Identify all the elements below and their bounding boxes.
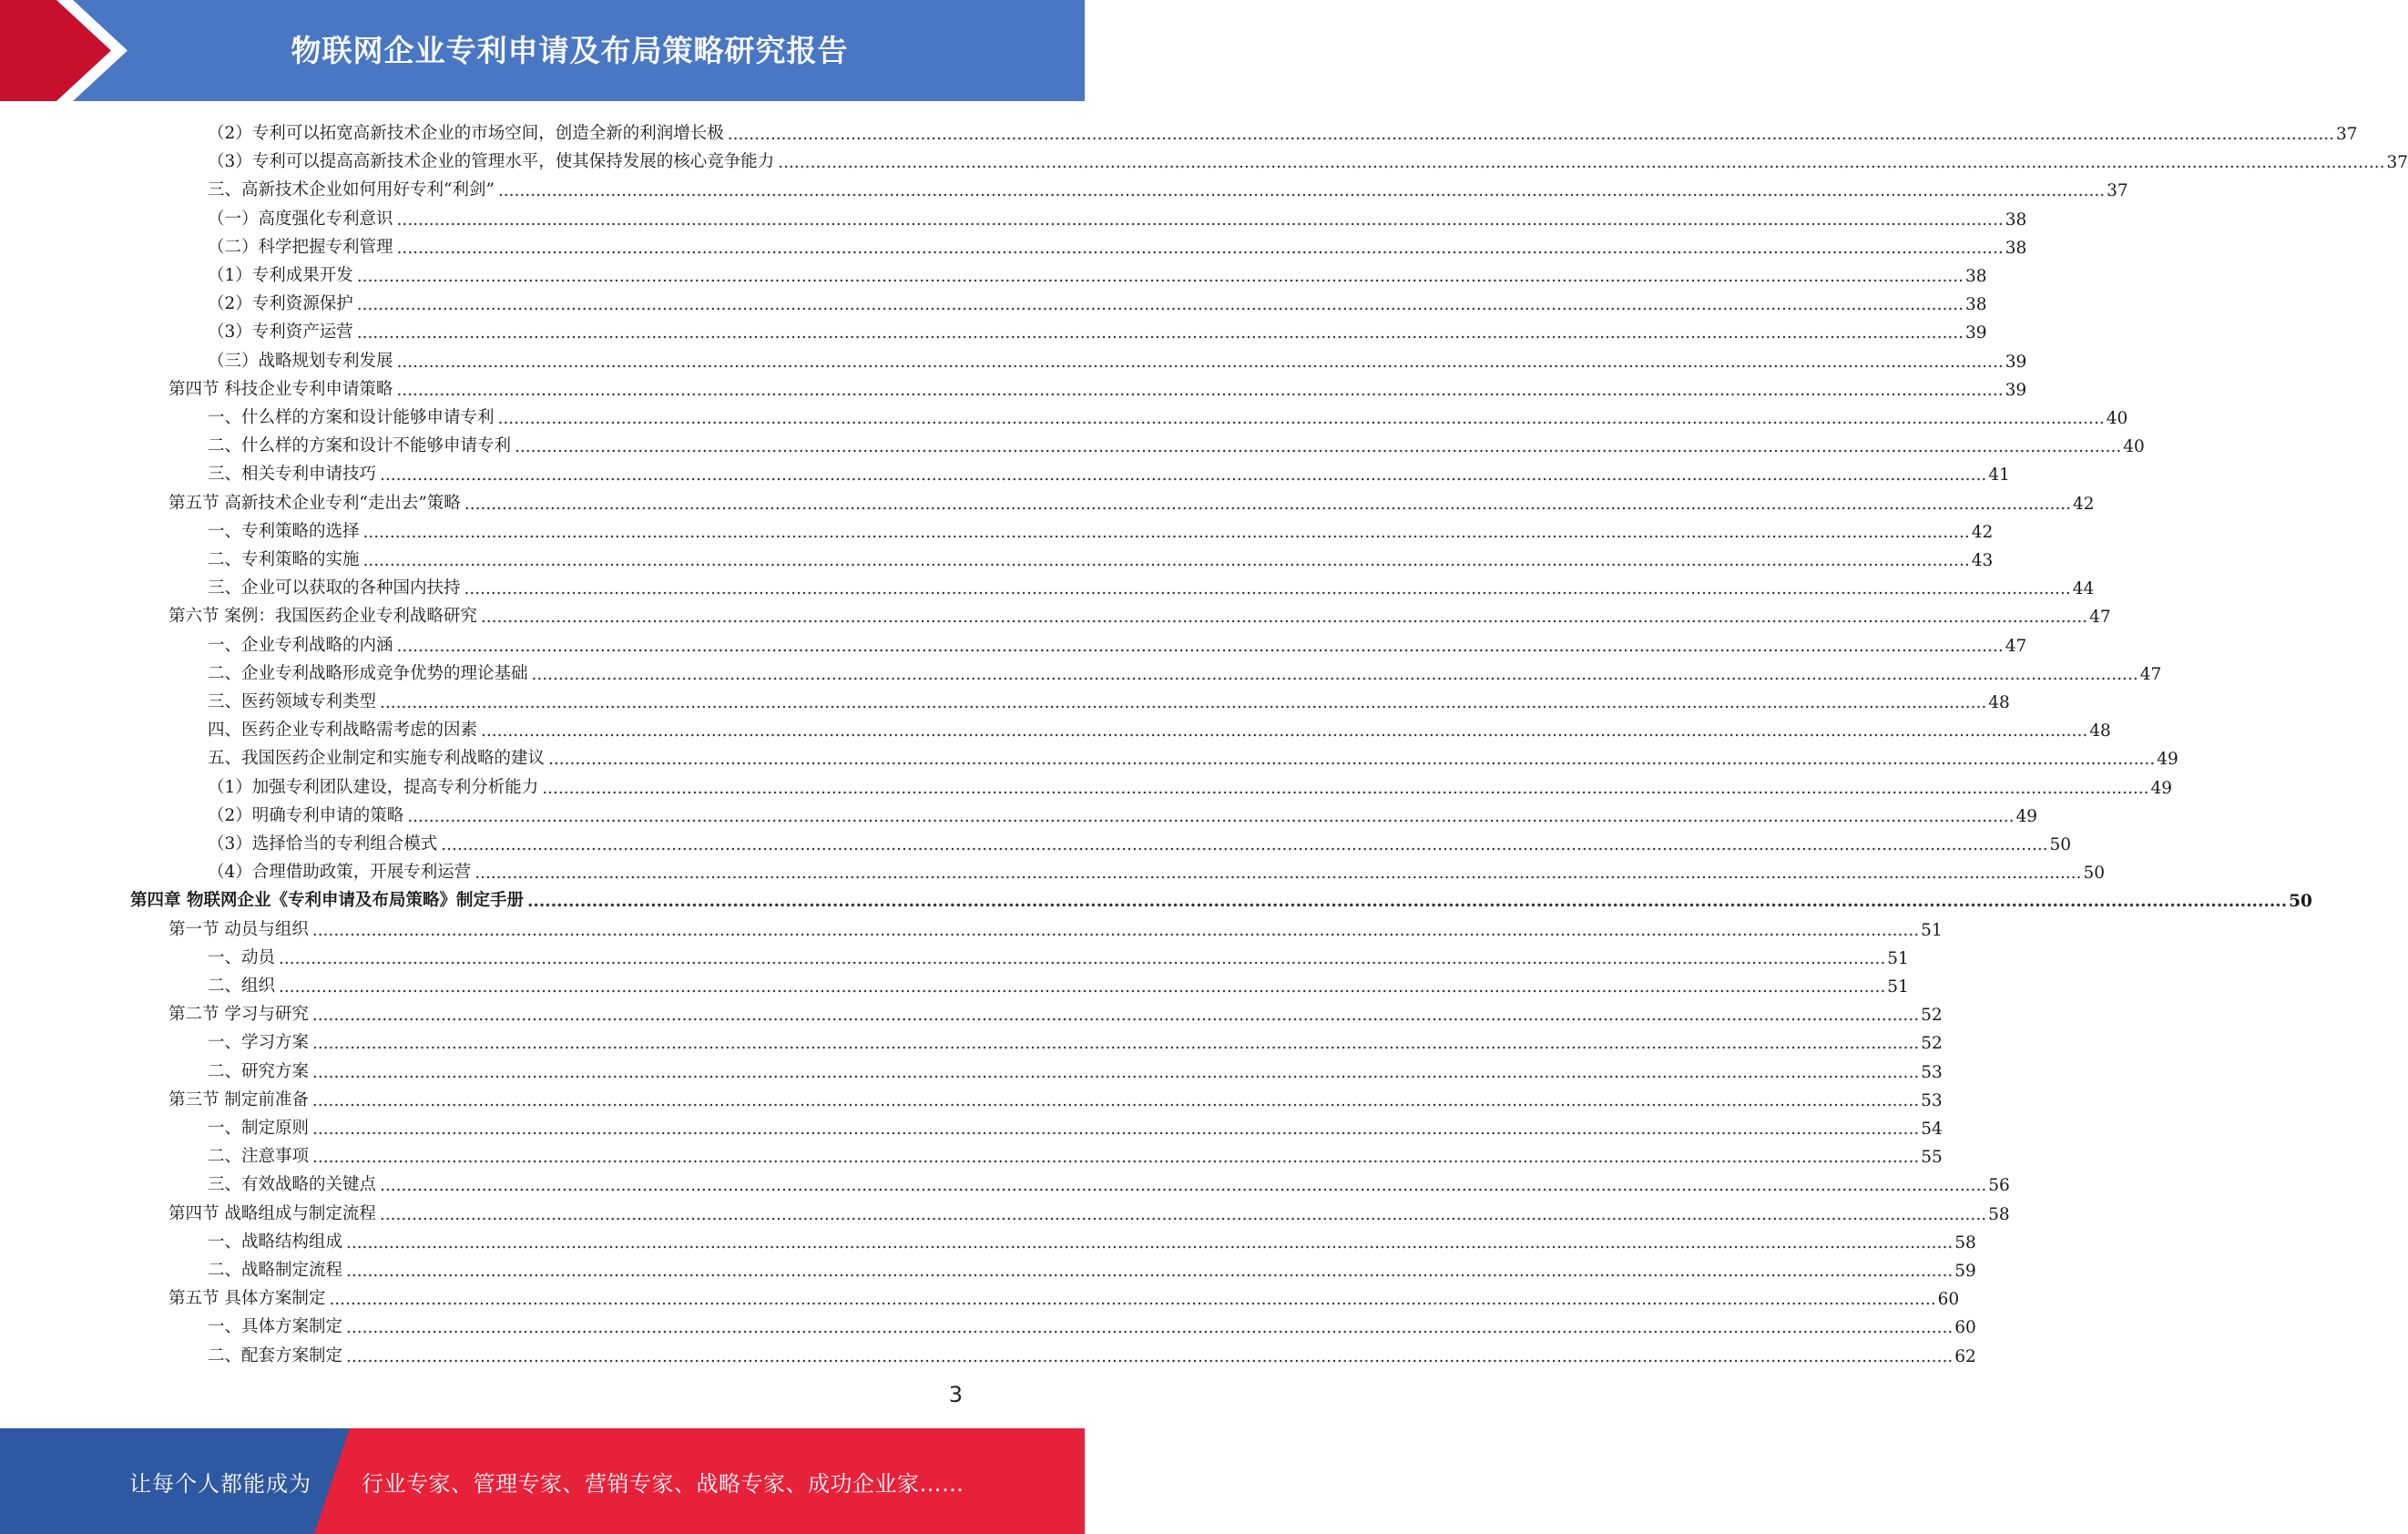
toc-leader-dots: ............................................................................................................................................................................................................................................................................................................ <box>515 437 2122 457</box>
toc-leader-dots: ............................................................................................................................................................................................................................................................................................................ <box>356 295 1964 315</box>
toc-entry-page: 62 <box>1954 1346 1976 1366</box>
toc-entry[interactable] <box>208 144 2408 173</box>
toc-leader-dots: ............................................................................................................................................................................................................................................................................................................ <box>311 1090 1920 1110</box>
toc-entry[interactable] <box>208 628 2027 656</box>
toc-entry-label: 三、医药领域专利类型 <box>208 689 378 712</box>
toc-entry-label: 二、企业专利战略形成竞争优势的理论基础 <box>208 660 530 684</box>
toc-entry-page: 52 <box>1921 1006 1943 1026</box>
toc-entry[interactable] <box>208 1253 1976 1281</box>
toc-entry-page: 50 <box>2049 835 2072 854</box>
page-number: 3 <box>948 1382 963 1407</box>
toc-entry-label: 第五节 具体方案制定 <box>168 1285 327 1309</box>
toc-entry[interactable] <box>208 1054 1943 1082</box>
toc-entry-label: 一、学习方案 <box>208 1029 311 1053</box>
toc-entry-page: 38 <box>2005 238 2027 258</box>
toc-entry-page: 50 <box>2289 892 2312 912</box>
toc-entry-label: （4）合理借助政策，开展专利运营 <box>208 859 473 883</box>
toc-leader-dots: ............................................................................................................................................................................................................................................................................................................ <box>311 1006 1920 1026</box>
toc-entry-page: 52 <box>1921 1034 1943 1054</box>
toc-entry-label: 第四节 科技企业专利申请策略 <box>168 376 394 400</box>
toc-leader-dots: ............................................................................................................................................................................................................................................................................................................ <box>329 1290 1936 1310</box>
toc-entry-page: 37 <box>2335 125 2358 144</box>
toc-entry-label: （三）战略规划专利发展 <box>208 348 395 372</box>
toc-leader-dots: ............................................................................................................................................................................................................................................................................................................ <box>396 380 2004 400</box>
toc-leader-dots: ............................................................................................................................................................................................................................................................................................................ <box>481 721 2088 741</box>
toc-entry-label: 一、什么样的方案和设计能够申请专利 <box>208 404 496 428</box>
toc-leader-dots: ............................................................................................................................................................................................................................................................................................................ <box>356 267 1964 286</box>
toc-entry-page: 42 <box>1971 522 1994 542</box>
toc-leader-dots: ............................................................................................................................................................................................................................................................................................................ <box>474 864 2082 884</box>
toc-entry-page: 55 <box>1921 1148 1943 1168</box>
toc-entry-label: （3）选择恰当的专利组合模式 <box>208 831 439 854</box>
toc-entry-label: 第一节 动员与组织 <box>168 916 311 940</box>
toc-entry-label: 一、制定原则 <box>208 1115 311 1139</box>
toc-entry-label: 二、什么样的方案和设计不能够申请专利 <box>208 433 513 456</box>
toc-entry[interactable] <box>208 854 2106 884</box>
toc-leader-dots: ............................................................................................................................................................................................................................................................................................................ <box>407 806 2015 826</box>
toc-leader-dots: ............................................................................................................................................................................................................................................................................................................ <box>396 636 2004 656</box>
toc-entry-label: 一、具体方案制定 <box>208 1314 344 1337</box>
toc-entry[interactable] <box>208 343 2027 372</box>
toc-entry-page: 56 <box>1988 1176 2010 1196</box>
toc-entry[interactable] <box>208 1139 1943 1168</box>
toc-entry-page: 47 <box>2139 664 2162 684</box>
toc-leader-dots: ............................................................................................................................................................................................................................................................................................................ <box>346 1232 1954 1253</box>
toc-entry[interactable] <box>208 968 1909 997</box>
toc-entry-label: 二、配套方案制定 <box>208 1343 344 1366</box>
toc-entry-page: 50 <box>2083 864 2106 884</box>
toc-leader-dots: ............................................................................................................................................................................................................................................................................................................ <box>464 494 2071 514</box>
toc-entry-label: （2）明确专利申请的策略 <box>208 803 405 826</box>
header-arrow-decoration <box>0 0 137 101</box>
toc-entry-page: 53 <box>1921 1090 1943 1110</box>
toc-leader-dots: ............................................................................................................................................................................................................................................................................................................ <box>346 1318 1954 1338</box>
toc-entry-label: （3）专利资产运营 <box>208 319 355 343</box>
toc-entry-page: 48 <box>1988 693 2010 712</box>
toc-entry-page: 49 <box>2157 750 2178 770</box>
toc-entry-page: 47 <box>2005 636 2027 656</box>
toc-entry[interactable] <box>208 684 2010 712</box>
toc-entry[interactable] <box>208 1167 2010 1196</box>
toc-entry[interactable] <box>208 940 1909 968</box>
toc-entry[interactable] <box>208 201 2027 230</box>
toc-entry-label: 第五节 高新技术企业专利“走出去”策略 <box>168 490 463 514</box>
toc-entry-page: 58 <box>1954 1232 1976 1253</box>
toc-entry-page: 42 <box>2073 494 2095 514</box>
toc-entry[interactable] <box>208 542 1994 570</box>
toc-entry[interactable] <box>168 912 1943 940</box>
toc-leader-dots: ............................................................................................................................................................................................................................................................................................................ <box>279 977 1886 997</box>
toc-leader-dots: ............................................................................................................................................................................................................................................................................................................ <box>526 892 2288 912</box>
toc-leader-dots: ............................................................................................................................................................................................................................................................................................................ <box>346 1346 1954 1366</box>
toc-entry-page: 37 <box>2107 181 2128 201</box>
toc-entry[interactable] <box>168 1281 1960 1310</box>
toc-leader-dots: ............................................................................................................................................................................................................................................................................................................ <box>396 210 2004 230</box>
toc-entry-page: 39 <box>1964 323 1987 343</box>
toc-entry-page: 37 <box>2386 153 2408 173</box>
toc-leader-dots: ............................................................................................................................................................................................................................................................................................................ <box>531 664 2138 684</box>
toc-entry-label: 五、我国医药企业制定和实施专利战略的建议 <box>208 745 546 769</box>
toc-leader-dots: ............................................................................................................................................................................................................................................................................................................ <box>727 125 2334 144</box>
toc-entry-page: 59 <box>1954 1262 1976 1281</box>
toc-leader-dots: ............................................................................................................................................................................................................................................................................................................ <box>312 1120 1920 1139</box>
toc-entry-page: 51 <box>1921 920 1943 940</box>
toc-entry-page: 44 <box>2072 579 2095 599</box>
toc-entry[interactable] <box>208 798 2038 826</box>
toc-entry-page: 53 <box>1921 1062 1943 1082</box>
toc-entry[interactable] <box>208 400 2128 428</box>
toc-leader-dots: ............................................................................................................................................................................................................................................................................................................ <box>497 409 2105 428</box>
toc-entry-page: 39 <box>2005 352 2027 372</box>
toc-leader-dots: ............................................................................................................................................................................................................................................................................................................ <box>396 352 2004 372</box>
toc-entry[interactable] <box>208 712 2111 741</box>
document-title: 物联网企业专利申请及布局策略研究报告 <box>291 32 849 68</box>
toc-entry-label: （1）专利成果开发 <box>208 262 355 286</box>
toc-entry-page: 38 <box>1964 267 1987 286</box>
toc-entry-label: （2）专利资源保护 <box>208 291 355 314</box>
toc-entry[interactable] <box>208 1110 1943 1139</box>
toc-entry[interactable] <box>208 656 2162 684</box>
toc-leader-dots: ............................................................................................................................................................................................................................................................................................................ <box>778 153 2385 173</box>
toc-entry-label: 第二节 学习与研究 <box>168 1001 311 1025</box>
toc-entry-page: 51 <box>1887 977 1909 997</box>
toc-entry[interactable] <box>168 486 2095 514</box>
toc-entry-label: 三、有效战略的关键点 <box>208 1171 378 1195</box>
toc-leader-dots: ............................................................................................................................................................................................................................................................................................................ <box>362 551 1970 570</box>
toc-leader-dots: ............................................................................................................................................................................................................................................................................................................ <box>464 579 2071 599</box>
toc-entry-label: 四、医药企业专利战略需考虑的因素 <box>208 717 479 741</box>
page-header <box>0 0 1085 101</box>
toc-entry-label: 一、专利策略的选择 <box>208 518 362 542</box>
toc-entry-label: 一、企业专利战略的内涵 <box>208 632 395 656</box>
toc-entry[interactable] <box>208 230 2027 258</box>
toc-entry-page: 39 <box>2005 380 2027 400</box>
toc-entry-label: （二）科学把握专利管理 <box>208 234 395 258</box>
toc-entry[interactable] <box>168 1082 1943 1110</box>
toc-entry-page: 43 <box>1971 551 1994 570</box>
toc-leader-dots: ............................................................................................................................................................................................................................................................................................................ <box>380 693 1987 712</box>
toc-entry-page: 48 <box>2089 721 2111 741</box>
toc-entry-label: （3）专利可以提高高新技术企业的管理水平，使其保持发展的核心竞争能力 <box>208 148 776 172</box>
toc-entry-label: 一、战略结构组成 <box>208 1229 344 1253</box>
toc-entry-label: 三、相关专利申请技巧 <box>208 461 378 485</box>
toc-entry[interactable] <box>130 883 2312 912</box>
toc-entry-label: 二、专利策略的实施 <box>208 547 362 570</box>
toc-entry-label: 二、战略制定流程 <box>208 1257 344 1281</box>
toc-entry-page: 58 <box>1988 1204 2010 1224</box>
toc-entry-label: 第三节 制定前准备 <box>168 1087 311 1110</box>
toc-entry-page: 51 <box>1887 948 1909 968</box>
toc-entry-page: 40 <box>2123 437 2145 457</box>
page-footer <box>0 1428 1085 1534</box>
toc-entry[interactable] <box>208 456 2010 486</box>
toc-entry-label: （一）高度强化专利意识 <box>208 206 395 230</box>
toc-entry-label: 二、组织 <box>208 973 277 997</box>
toc-entry-page: 49 <box>2015 806 2038 826</box>
toc-leader-dots: ............................................................................................................................................................................................................................................................................................................ <box>497 181 2106 201</box>
toc-entry[interactable] <box>208 172 2128 201</box>
toc-entry-page: 60 <box>1954 1318 1976 1338</box>
toc-entry-label: 二、研究方案 <box>208 1058 311 1082</box>
toc-entry[interactable] <box>168 372 2027 400</box>
toc-leader-dots: ............................................................................................................................................................................................................................................................................................................ <box>480 608 2088 628</box>
toc-entry[interactable] <box>208 741 2178 770</box>
toc-entry-page: 40 <box>2106 409 2128 428</box>
toc-entry[interactable] <box>208 1224 1976 1253</box>
toc-leader-dots: ............................................................................................................................................................................................................................................................................................................ <box>312 1062 1920 1082</box>
toc-leader-dots: ............................................................................................................................................................................................................................................................................................................ <box>279 948 1886 968</box>
toc-entry-page: 54 <box>1921 1120 1943 1139</box>
toc-entry-label: （1）加强专利团队建设，提高专利分析能力 <box>208 774 540 798</box>
toc-leader-dots: ............................................................................................................................................................................................................................................................................................................ <box>396 238 2004 258</box>
toc-leader-dots: ............................................................................................................................................................................................................................................................................................................ <box>542 778 2149 798</box>
toc-leader-dots: ............................................................................................................................................................................................................................................................................................................ <box>441 835 2048 854</box>
toc-leader-dots: ............................................................................................................................................................................................................................................................................................................ <box>311 920 1920 940</box>
toc-entry[interactable] <box>168 997 1943 1026</box>
toc-leader-dots: ............................................................................................................................................................................................................................................................................................................ <box>356 323 1964 343</box>
toc-entry[interactable] <box>208 570 2095 599</box>
toc-entry-page: 38 <box>1964 295 1987 315</box>
toc-entry-label: 第四章 物联网企业《专利申请及布局策略》制定手册 <box>130 887 525 911</box>
toc-leader-dots: ............................................................................................................................................................................................................................................................................................................ <box>362 522 1970 542</box>
toc-leader-dots: ............................................................................................................................................................................................................................................................................................................ <box>380 1176 1987 1196</box>
footer-slogan-right: 行业专家、管理专家、营销专家、战略专家、成功企业家…… <box>362 1470 964 1497</box>
toc-entry-label: 第六节 案例：我国医药企业专利战略研究 <box>168 603 479 627</box>
toc-entry[interactable] <box>168 598 2111 628</box>
footer-slogan-left: 让每个人都能成为 <box>129 1470 311 1497</box>
toc-leader-dots: ............................................................................................................................................................................................................................................................................................................ <box>548 750 2156 770</box>
toc-entry[interactable] <box>208 1338 1976 1366</box>
toc-entry[interactable] <box>208 314 1987 343</box>
toc-entry[interactable] <box>208 116 2358 144</box>
toc-entry[interactable] <box>208 1025 1943 1054</box>
toc-entry[interactable] <box>208 826 2072 854</box>
toc-entry-label: 三、高新技术企业如何用好专利“利剑” <box>208 177 496 200</box>
toc-entry-page: 47 <box>2089 608 2111 628</box>
toc-entry[interactable] <box>208 514 1994 542</box>
toc-entry-label: 二、注意事项 <box>208 1143 311 1167</box>
toc-entry-page: 38 <box>2005 210 2027 230</box>
toc-entry[interactable] <box>208 428 2145 457</box>
toc-entry-label: 一、动员 <box>208 945 277 968</box>
toc-entry[interactable] <box>168 1196 2010 1224</box>
toc-entry-page: 60 <box>1937 1290 1960 1310</box>
toc-entry-label: （2）专利可以拓宽高新技术企业的市场空间，创造全新的利润增长极 <box>208 120 726 144</box>
toc-entry[interactable] <box>208 1309 1976 1338</box>
toc-leader-dots: ............................................................................................................................................................................................................................................................................................................ <box>312 1148 1920 1168</box>
toc-entry-label: 三、企业可以获取的各种国内扶持 <box>208 575 463 598</box>
toc-leader-dots: ............................................................................................................................................................................................................................................................................................................ <box>379 1204 1987 1224</box>
toc-leader-dots: ............................................................................................................................................................................................................................................................................................................ <box>312 1034 1920 1054</box>
toc-entry[interactable] <box>208 258 1987 286</box>
toc-entry-page: 49 <box>2150 778 2173 798</box>
toc-entry-label: 第四节 战略组成与制定流程 <box>168 1201 378 1224</box>
toc-entry[interactable] <box>208 286 1987 315</box>
toc-entry-page: 41 <box>1988 465 2010 486</box>
toc-entry[interactable] <box>208 770 2173 798</box>
toc-leader-dots: ............................................................................................................................................................................................................................................................................................................ <box>380 465 1987 486</box>
toc-leader-dots: ............................................................................................................................................................................................................................................................................................................ <box>346 1262 1954 1281</box>
